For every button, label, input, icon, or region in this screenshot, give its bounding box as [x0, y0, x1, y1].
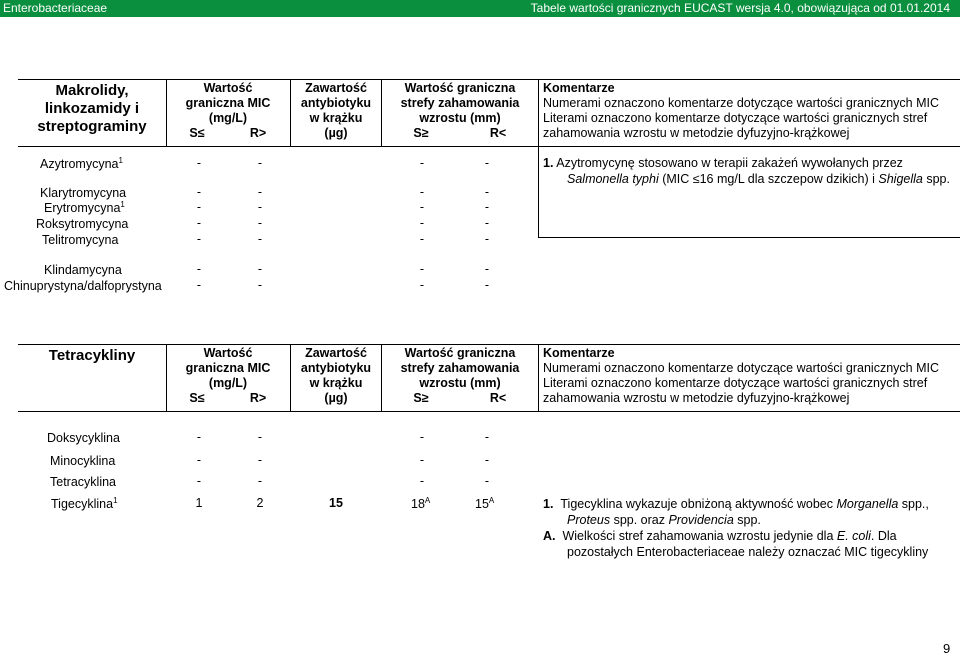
comments-title: Komentarze — [543, 346, 615, 360]
col-disk-line: antybiotyku — [300, 96, 372, 110]
zone-r: - — [484, 262, 490, 276]
table1-s-label: S≤ — [189, 126, 205, 140]
drug-name: Azytromycyna — [40, 157, 119, 172]
table2-notes — [543, 496, 929, 560]
mic-r: - — [257, 453, 263, 467]
col-disk-line: antybiotyku — [300, 361, 372, 375]
table2-divider — [290, 344, 291, 412]
header-bar — [0, 0, 960, 17]
table-row — [47, 430, 120, 445]
zone-s: - — [419, 430, 425, 444]
comments-line: zahamowania wzrostu w metodzie dyfuzyjno-krążkowej — [543, 126, 850, 140]
zone-s: - — [419, 216, 425, 230]
zone-r: - — [484, 278, 490, 292]
mic-s: - — [196, 185, 202, 199]
table2-zs-label: S≥ — [413, 391, 429, 405]
note-text: spp., — [898, 497, 929, 511]
drug-name: Tigecyklina — [51, 497, 114, 512]
table-row — [36, 216, 128, 231]
drug-name: Doksycyklina — [47, 431, 120, 446]
drug-name: Telitromycyna — [42, 233, 119, 248]
note-text: . Dla — [870, 529, 897, 543]
mic-s: - — [196, 200, 202, 214]
table-row — [44, 200, 125, 215]
table2-comments-header — [543, 346, 939, 406]
col-zone-line: wzrostu (mm) — [419, 376, 501, 390]
table1-divider — [166, 79, 167, 147]
mic-s: - — [196, 430, 202, 444]
mic-s: - — [196, 278, 202, 292]
col-mic-line: (mg/L) — [208, 376, 248, 390]
zone-s: - — [419, 278, 425, 292]
mic-s: - — [196, 262, 202, 276]
zone-r: - — [484, 453, 490, 467]
note-italic: Proteus — [567, 513, 611, 527]
table1-col-mic — [170, 81, 286, 126]
zone-s-sup: A — [424, 496, 431, 505]
col-zone-line: wzrostu (mm) — [419, 111, 501, 125]
mic-r: - — [257, 200, 263, 214]
table2-col-disk — [292, 346, 380, 406]
zone-s — [411, 496, 430, 511]
table-row — [40, 156, 123, 171]
drug-sup: 1 — [120, 200, 125, 209]
table1-zr-label: R< — [489, 126, 507, 140]
mic-s: - — [196, 474, 202, 488]
drug-name: Klarytromycyna — [40, 186, 127, 201]
col-disk-line: (µg) — [324, 126, 348, 140]
zone-r: - — [484, 430, 490, 444]
table-row — [50, 453, 115, 468]
zone-s: - — [419, 262, 425, 276]
zone-s-value: 18 — [411, 497, 425, 512]
table2-col-mic — [170, 346, 286, 391]
zone-s: - — [419, 453, 425, 467]
table2-s-label: S≤ — [189, 391, 205, 405]
comments-title: Komentarze — [543, 81, 615, 95]
table2-group-title: Tetracykliny — [48, 347, 136, 364]
note-italic: Salmonella typhi — [567, 172, 659, 186]
zone-s: - — [419, 200, 425, 214]
col-disk-line: Zawartość — [305, 81, 367, 95]
col-mic-line: (mg/L) — [208, 111, 248, 125]
note-italic: E. coli — [836, 529, 871, 543]
zone-r: - — [484, 474, 490, 488]
zone-s: - — [419, 474, 425, 488]
zone-r: - — [484, 232, 490, 246]
group-title-line: streptograminy — [37, 118, 147, 135]
table1-r-label: R> — [249, 126, 267, 140]
comments-line: Numerami oznaczono komentarze dotyczące wartości granicznych MIC — [543, 96, 939, 110]
col-mic-line: graniczna MIC — [185, 361, 271, 375]
table2-r-label: R> — [249, 391, 267, 405]
table1-divider — [290, 79, 291, 147]
mic-s: 1 — [195, 496, 203, 510]
col-zone-line: strefy zahamowania — [400, 96, 520, 110]
note-text: spp. — [733, 513, 761, 527]
table-row — [4, 278, 162, 293]
zone-r-sup: A — [488, 496, 495, 505]
mic-r: - — [257, 430, 263, 444]
table2-divider — [538, 344, 539, 412]
zone-s: - — [419, 156, 425, 170]
mic-s: - — [196, 216, 202, 230]
table1-divider — [381, 79, 382, 147]
note-text: Tigecyklina wykazuje obniżoną aktywność wobec — [560, 497, 837, 511]
zone-s: - — [419, 185, 425, 199]
drug-name: Minocyklina — [50, 454, 116, 469]
table1-note-1 — [543, 155, 950, 187]
mic-r: - — [257, 474, 263, 488]
col-disk-line: w krążku — [309, 111, 363, 125]
note-italic: Shigella — [878, 172, 923, 186]
col-zone-line: Wartość graniczna — [404, 346, 516, 360]
comments-line: Literami oznaczono komentarze dotyczące wartości granicznych stref — [543, 111, 928, 125]
mic-r: 2 — [256, 496, 264, 510]
col-mic-line: graniczna MIC — [185, 96, 271, 110]
header-right-title: Tabele wartości granicznych EUCAST wersja 4.0, obowiązująca od 01.01.2014 — [530, 1, 950, 15]
table1-comments-header — [543, 81, 939, 141]
col-zone-line: Wartość graniczna — [404, 81, 516, 95]
zone-r: - — [484, 156, 490, 170]
table-row — [44, 262, 122, 277]
note-italic: Morganella — [836, 497, 899, 511]
table1-col-zone — [383, 81, 537, 126]
drug-sup: 1 — [118, 156, 123, 165]
mic-s: - — [196, 232, 202, 246]
note-text: Wielkości stref zahamowania wzrostu jedynie dla — [562, 529, 837, 543]
disk-content: 15 — [329, 496, 343, 510]
table1-group-title — [18, 82, 166, 136]
zone-r: - — [484, 185, 490, 199]
drug-name: Erytromycyna — [44, 201, 121, 216]
comments-line: Literami oznaczono komentarze dotyczące wartości granicznych stref — [543, 376, 928, 390]
note-text: spp. — [922, 172, 950, 186]
table1-zs-label: S≥ — [413, 126, 429, 140]
mic-s: - — [196, 453, 202, 467]
col-disk-line: (µg) — [324, 391, 348, 405]
table-row — [42, 232, 118, 247]
comments-line: Numerami oznaczono komentarze dotyczące wartości granicznych MIC — [543, 361, 939, 375]
table-row — [40, 185, 126, 200]
zone-s: - — [419, 232, 425, 246]
mic-r: - — [257, 232, 263, 246]
page-number: 9 — [943, 641, 951, 656]
drug-name: Roksytromycyna — [36, 217, 129, 232]
group-title-line: linkozamidy i — [44, 100, 140, 117]
drug-sup: 1 — [113, 496, 118, 505]
note-italic: Providencia — [668, 513, 734, 527]
header-left-title: Enterobacteriaceae — [3, 1, 108, 15]
mic-r: - — [257, 185, 263, 199]
mic-s: - — [196, 156, 202, 170]
drug-name: Chinuprystyna/dalfoprystyna — [4, 279, 162, 294]
col-disk-line: w krążku — [309, 376, 363, 390]
zone-r-value: 15 — [475, 497, 489, 512]
col-mic-line: Wartość — [203, 81, 253, 95]
note-text: Azytromycynę stosowano w terapii zakażeń wywołanych przez — [556, 156, 903, 170]
zone-r: - — [484, 200, 490, 214]
col-disk-line: Zawartość — [305, 346, 367, 360]
note-text: spp. oraz — [610, 513, 669, 527]
table1-divider — [538, 79, 539, 147]
table2-col-zone — [383, 346, 537, 391]
table2-divider — [166, 344, 167, 412]
col-zone-line: strefy zahamowania — [400, 361, 520, 375]
table1-col-disk — [292, 81, 380, 141]
mic-r: - — [257, 216, 263, 230]
zone-r: - — [484, 216, 490, 230]
table2-divider — [381, 344, 382, 412]
note-number: 1. — [543, 156, 554, 170]
mic-r: - — [257, 262, 263, 276]
comments-line: zahamowania wzrostu w metodzie dyfuzyjno-krążkowej — [543, 391, 850, 405]
table-row — [50, 474, 116, 489]
table1-comment-border — [538, 147, 539, 238]
table1-comment-border — [538, 237, 960, 238]
note-letter: A. — [543, 529, 556, 543]
group-title-line: Makrolidy, — [55, 82, 129, 99]
mic-r: - — [257, 278, 263, 292]
col-mic-line: Wartość — [203, 346, 253, 360]
mic-r: - — [257, 156, 263, 170]
drug-name: Klindamycyna — [44, 263, 122, 278]
note-number: 1. — [543, 497, 554, 511]
drug-name: Tetracyklina — [50, 475, 116, 490]
table2-zr-label: R< — [489, 391, 507, 405]
note-text: pozostałych Enterobacteriaceae należy oznaczać MIC tigecykliny — [567, 545, 929, 559]
table-row — [51, 496, 118, 511]
zone-r — [475, 496, 494, 511]
note-text: (MIC ≤16 mg/L dla szczepow dzikich) i — [658, 172, 879, 186]
